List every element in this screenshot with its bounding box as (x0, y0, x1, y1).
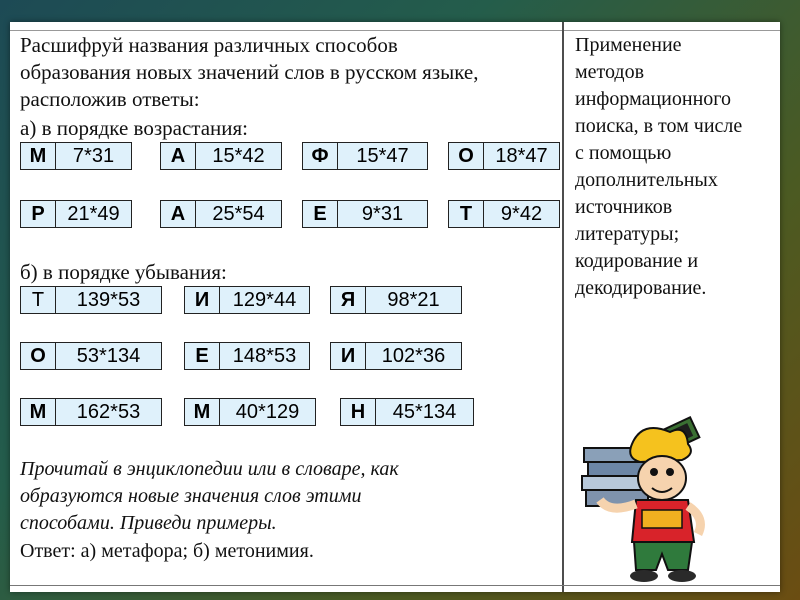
cipher-cell (160, 142, 282, 170)
cipher-expression: 139*53 (76, 289, 141, 311)
hint-line-3: способами. Приведи примеры. (20, 512, 277, 534)
cipher-cell (340, 398, 474, 426)
task-line-2: образования новых значений слов в русском языке, (20, 60, 479, 84)
note-line: с помощью (575, 142, 672, 164)
note-line: источников (575, 196, 673, 218)
task-line-3: расположив ответы: (20, 87, 200, 111)
cipher-cell (448, 200, 560, 228)
task-line-1: Расшифруй названия различных способов (20, 33, 398, 57)
cipher-expression: 40*129 (235, 401, 300, 423)
cipher-letter: Ф (303, 143, 338, 169)
boy-with-books-illustration (570, 414, 730, 584)
cipher-cell (184, 286, 310, 314)
cipher-cell (302, 200, 428, 228)
note-line: поиска, в том числе (575, 115, 743, 137)
task-text (20, 32, 560, 113)
cipher-cell (184, 398, 316, 426)
cipher-cell (302, 142, 428, 170)
part-a-label: а) в порядке возрастания: (20, 116, 248, 140)
cipher-letter: Р (21, 201, 56, 227)
bottom-border-line (10, 585, 780, 586)
hint-line-2: образуются новые значения слов этими (20, 485, 362, 507)
cipher-cell (20, 342, 162, 370)
hint-line-1: Прочитай в энциклопедии или в словаре, как (20, 458, 399, 480)
note-line: методов (575, 61, 645, 83)
cipher-letter: М (21, 143, 56, 169)
cipher-expression: 25*54 (212, 203, 265, 225)
column-divider (562, 22, 564, 592)
cipher-expression: 53*134 (76, 345, 141, 367)
cipher-expression: 45*134 (392, 401, 457, 423)
cipher-expression: 98*21 (387, 289, 440, 311)
note-line: декодирование. (575, 277, 707, 299)
cipher-cell (330, 342, 462, 370)
cipher-expression: 9*31 (361, 203, 404, 225)
cipher-cell (20, 142, 132, 170)
cipher-cell (20, 286, 162, 314)
hint-text (20, 456, 550, 537)
cipher-expression: 129*44 (232, 289, 297, 311)
note-line: информационного (575, 88, 731, 110)
cipher-cell (20, 200, 132, 228)
cipher-cell (20, 398, 162, 426)
cipher-expression: 15*47 (356, 145, 409, 167)
cipher-expression: 162*53 (76, 401, 141, 423)
cipher-expression: 9*42 (500, 203, 543, 225)
cipher-letter: Т (449, 201, 484, 227)
cipher-letter: И (185, 287, 220, 313)
note-line: литературы; (575, 223, 680, 245)
cipher-expression: 15*42 (212, 145, 265, 167)
cipher-letter: Я (331, 287, 366, 313)
cipher-letter: А (161, 201, 196, 227)
cipher-letter: Е (303, 201, 338, 227)
cipher-expression: 148*53 (232, 345, 297, 367)
note-line: Применение (575, 34, 682, 56)
cipher-letter: А (161, 143, 196, 169)
note-line: кодирование и (575, 250, 699, 272)
answer-text: Ответ: а) метафора; б) метонимия. (20, 540, 314, 562)
part-b-label: б) в порядке убывания: (20, 260, 227, 284)
cipher-letter: О (449, 143, 484, 169)
cipher-letter: И (331, 343, 366, 369)
top-border-line (10, 30, 780, 31)
cipher-letter: О (21, 343, 56, 369)
cipher-expression: 18*47 (495, 145, 548, 167)
cipher-letter: Н (341, 399, 376, 425)
cipher-letter: Е (185, 343, 220, 369)
cipher-cell (448, 142, 560, 170)
cipher-letter: Т (21, 287, 56, 313)
cipher-expression: 7*31 (72, 145, 115, 167)
side-note (575, 32, 770, 302)
cipher-expression: 102*36 (381, 345, 446, 367)
cipher-expression: 21*49 (67, 203, 120, 225)
cipher-cell (184, 342, 310, 370)
slide (10, 22, 780, 592)
cipher-letter: М (185, 399, 220, 425)
cipher-cell (330, 286, 462, 314)
cipher-cell (160, 200, 282, 228)
cipher-letter: М (21, 399, 56, 425)
note-line: дополнительных (575, 169, 718, 191)
